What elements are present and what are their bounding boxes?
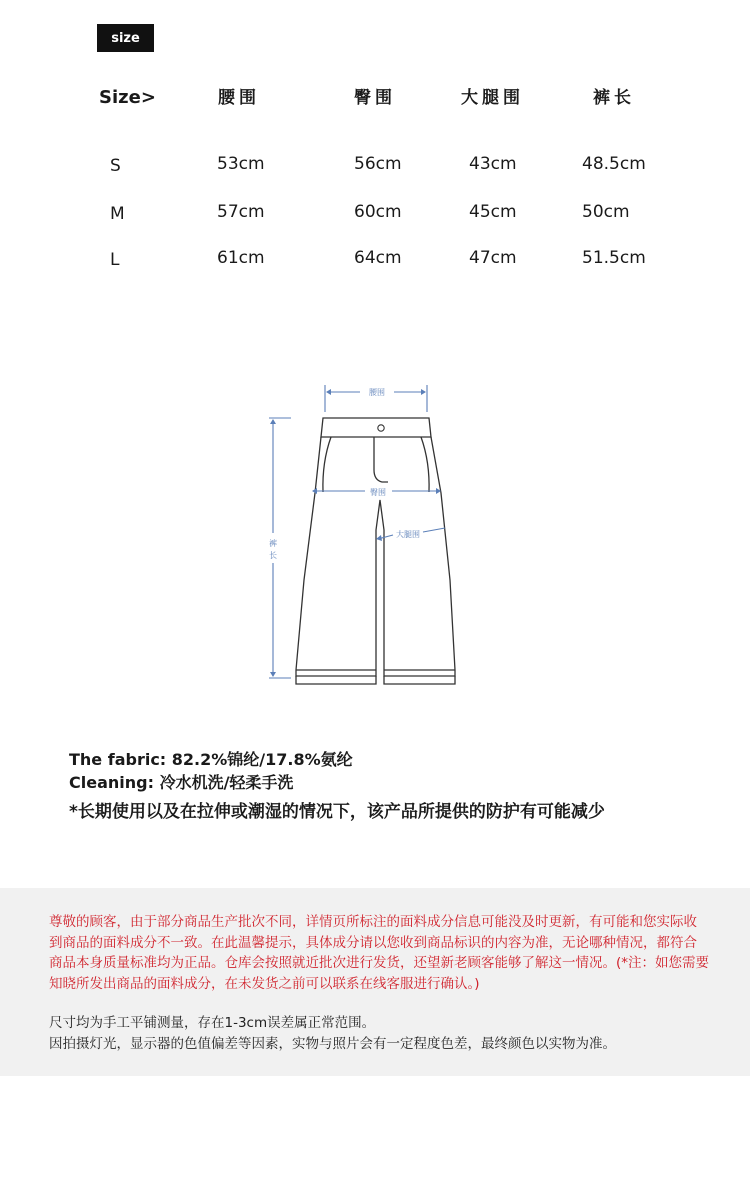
row-s-length: 48.5cm (582, 154, 646, 174)
row-l-hip: 64cm (354, 248, 402, 268)
label-length-bottom: 长 (269, 551, 277, 560)
row-l-length: 51.5cm (582, 248, 646, 268)
row-s-hip: 56cm (354, 154, 402, 174)
row-s-thigh: 43cm (469, 154, 517, 174)
size-table (0, 0, 750, 300)
row-l-thigh: 47cm (469, 248, 517, 268)
usage-note: *长期使用以及在拉伸或潮湿的情况下，该产品所提供的防护有可能减少 (69, 802, 605, 822)
label-waist: 腰围 (369, 388, 385, 397)
notice-measure-note: 尺寸均为手工平铺测量，存在1-3cm误差属正常范围。 (49, 1015, 376, 1031)
notice-panel (0, 888, 750, 1076)
fabric-cleaning: Cleaning: 冷水机洗/轻柔手洗 (69, 773, 294, 792)
pants-outline (296, 418, 455, 684)
notice-color-note: 因拍摄灯光，显示器的色值偏差等因素，实物与照片会有一定程度色差，最终颜色以实物为准。 (49, 1036, 616, 1052)
label-length-top: 裤 (269, 539, 277, 548)
size-tag: size (97, 24, 154, 52)
header-waist: 腰围 (218, 88, 260, 108)
row-m-length: 50cm (582, 202, 630, 222)
header-hip: 臀围 (354, 88, 396, 108)
row-s-waist: 53cm (217, 154, 265, 174)
row-m-size: M (110, 204, 125, 224)
button-icon (378, 425, 384, 431)
header-length: 裤长 (593, 88, 635, 108)
header-size: Size> (99, 87, 156, 108)
row-l-waist: 61cm (217, 248, 265, 268)
label-thigh: 大腿围 (396, 530, 420, 539)
row-l-size: L (110, 250, 120, 270)
row-m-waist: 57cm (217, 202, 265, 222)
row-m-thigh: 45cm (469, 202, 517, 222)
fabric-composition: The fabric: 82.2%锦纶/17.8%氨纶 (69, 750, 353, 769)
header-thigh: 大腿围 (461, 88, 524, 108)
row-m-hip: 60cm (354, 202, 402, 222)
row-s-size: S (110, 156, 121, 176)
label-hip: 臀围 (370, 488, 386, 497)
notice-fabric-disclaimer: 尊敬的顾客，由于部分商品生产批次不同，详情页所标注的面料成分信息可能没及时更新，有可能和您实际收到商品的面料成分不一致。在此温馨提示，具体成分请以您收到商品标识的内容为准，无论哪种情况，都符合商品本身质量标准均为正品。仓库会按照就近批次进行发货，还望新老顾客能够了解这一情况。(*注：如您需要知晓所发出商品的面料成分，在未发货之前可以联系在线客服进行确认。) (49, 914, 710, 992)
pants-measurement-diagram (262, 378, 462, 698)
